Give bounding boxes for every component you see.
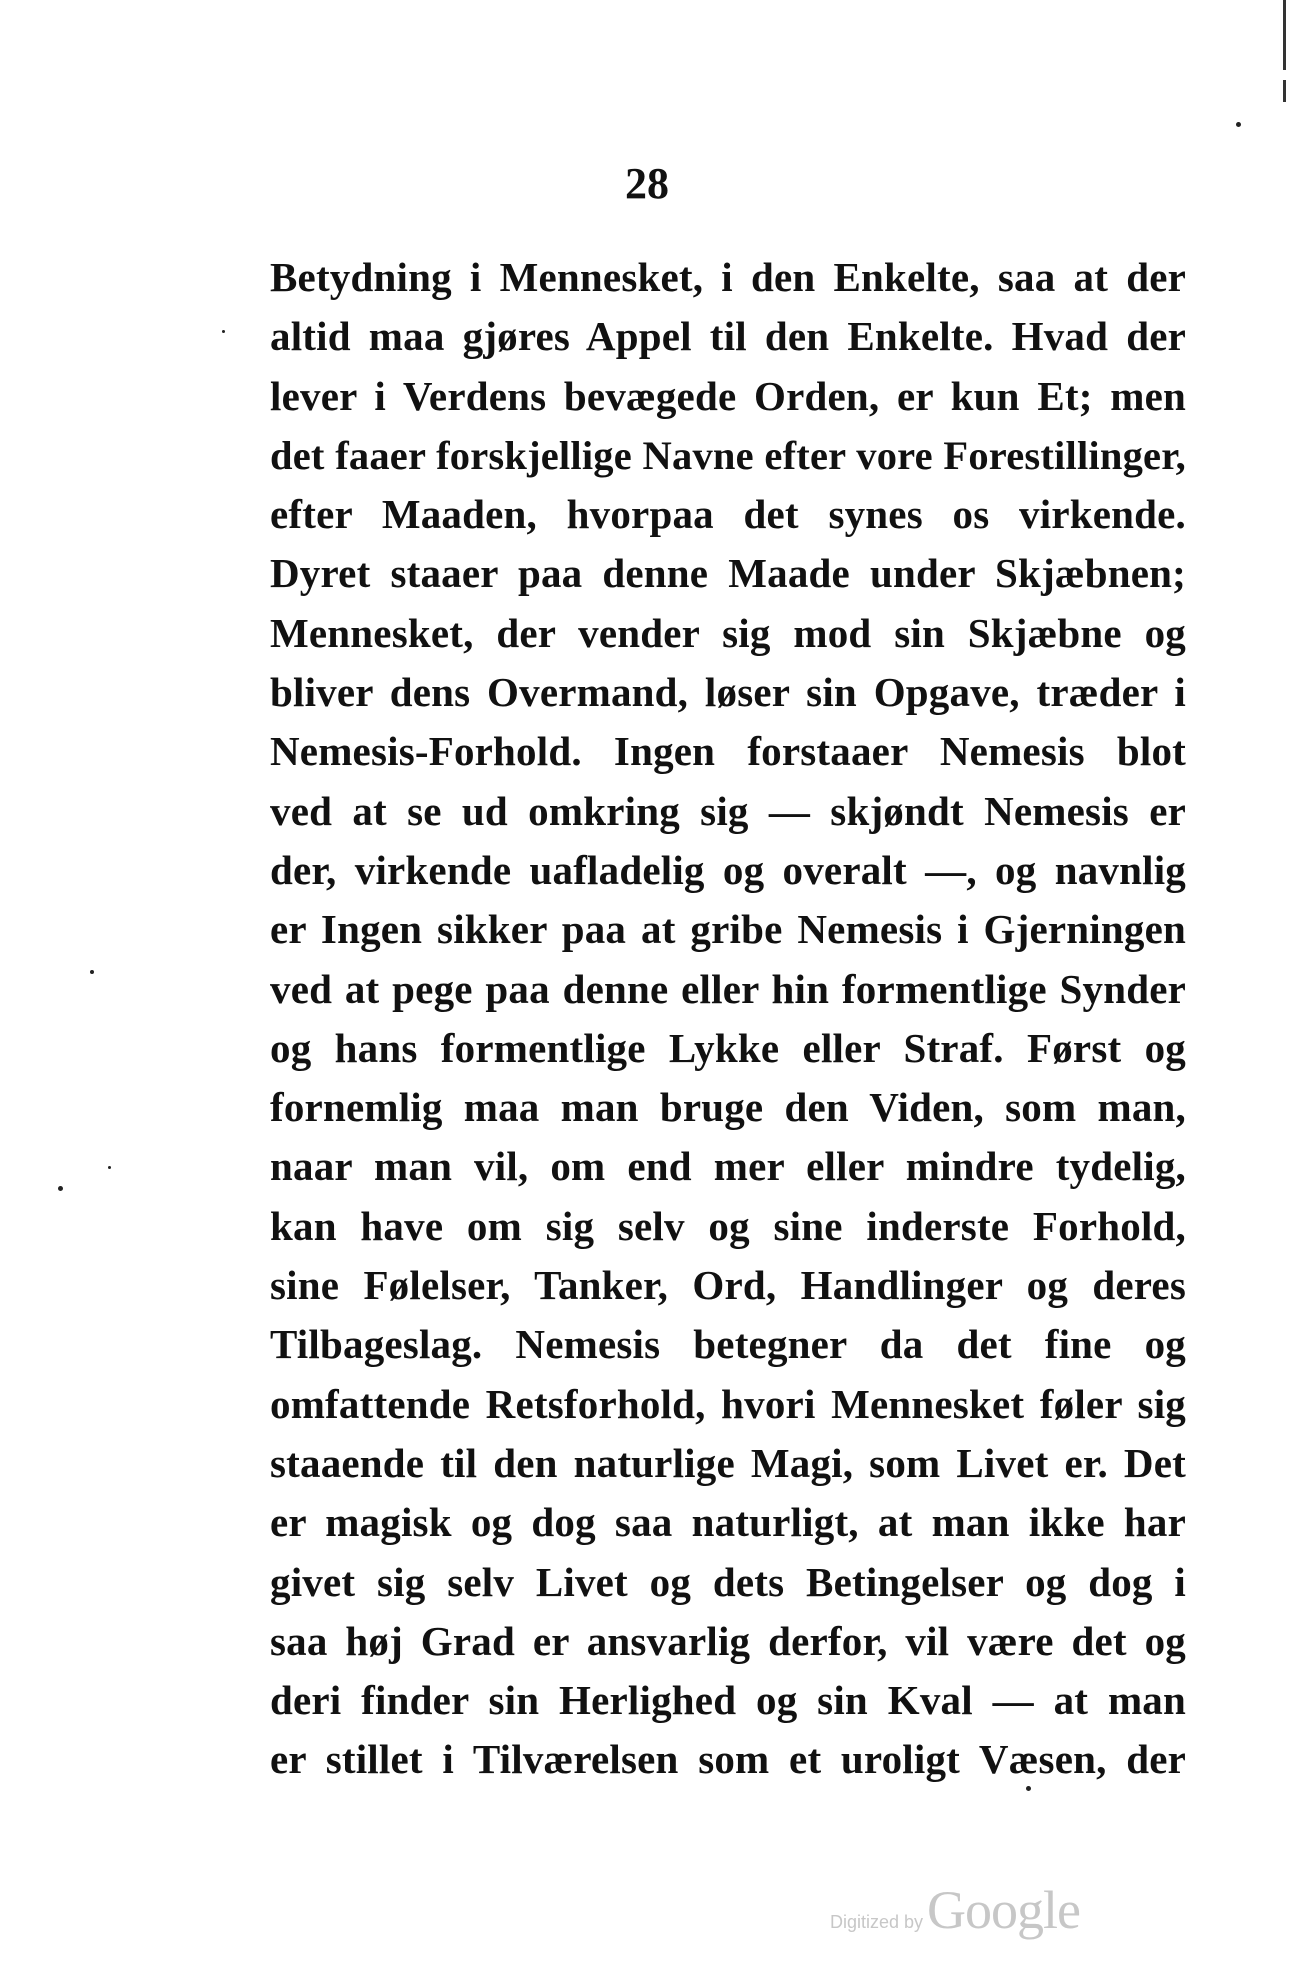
text-line: saa høj Grad er ansvarlig derfor, vil være det og [270, 1617, 1186, 1664]
scan-speck [108, 1166, 111, 1169]
text-line: det faaer forskjellige Navne efter vore Forestillinger, [270, 432, 1186, 478]
text-line: og hans formentlige Lykke eller Straf. Først og [270, 1024, 1186, 1071]
text-line: er stillet i Tilværelsen som et uroligt Væsen, der [270, 1736, 1186, 1783]
page-number: 28 [625, 159, 669, 208]
text-line: Betydning i Mennesket, i den Enkelte, saa at der [270, 254, 1186, 300]
text-line: staaende til den naturlige Magi, som Livet er. Det [270, 1439, 1186, 1486]
text-line: efter Maaden, hvorpaa det synes os virkende. [270, 491, 1186, 538]
text-line: lever i Verdens bevægede Orden, er kun Et; men [270, 372, 1186, 419]
text-line: givet sig selv Livet og dets Betingelser og dog i [270, 1558, 1186, 1605]
text-line: fornemlig maa man bruge den Viden, som man, [270, 1084, 1186, 1131]
text-line: Tilbageslag. Nemesis betegner da det fine og [270, 1321, 1186, 1368]
scan-speck [90, 970, 94, 974]
text-line: Mennesket, der vender sig mod sin Skjæbne og [270, 609, 1186, 656]
text-line: omfattende Retsforhold, hvori Mennesket føler sig [270, 1380, 1186, 1427]
text-line: er Ingen sikker paa at gribe Nemesis i Gjerningen [270, 906, 1186, 953]
text-line: naar man vil, om end mer eller mindre tydelig, [270, 1143, 1186, 1190]
scan-speck [58, 1186, 63, 1191]
text-line: deri finder sin Herlighed og sin Kval — at man [270, 1677, 1186, 1724]
body-text [270, 248, 1186, 1790]
watermark-brand-logo: Google [927, 1880, 1081, 1940]
text-line: sine Følelser, Tanker, Ord, Handlinger og deres [270, 1262, 1186, 1309]
text-line: Nemesis-Forhold. Ingen forstaaer Nemesis blot [270, 728, 1186, 775]
watermark-prefix: Digitized by [830, 1912, 924, 1932]
scan-speck [222, 330, 225, 333]
scan-speck [1236, 122, 1241, 127]
text-line: kan have om sig selv og sine inderste Forhold, [270, 1202, 1186, 1249]
text-line: Dyret staaer paa denne Maade under Skjæbnen; [270, 550, 1186, 597]
digitized-watermark [830, 1880, 1080, 1940]
text-line: der, virkende uafladelig og overalt —, og navnlig [270, 846, 1186, 893]
scan-edge-line [1283, 80, 1286, 102]
text-line: altid maa gjøres Appel til den Enkelte. Hvad der [270, 313, 1186, 360]
text-line: er magisk og dog saa naturligt, at man ikke har [270, 1499, 1186, 1546]
text-line: ved at se ud omkring sig — skjøndt Nemesis er [270, 787, 1186, 834]
text-line: ved at pege paa denne eller hin formentlige Synder [270, 965, 1186, 1012]
text-line: bliver dens Overmand, løser sin Opgave, træder i [270, 669, 1186, 716]
scan-edge-line [1283, 0, 1286, 70]
